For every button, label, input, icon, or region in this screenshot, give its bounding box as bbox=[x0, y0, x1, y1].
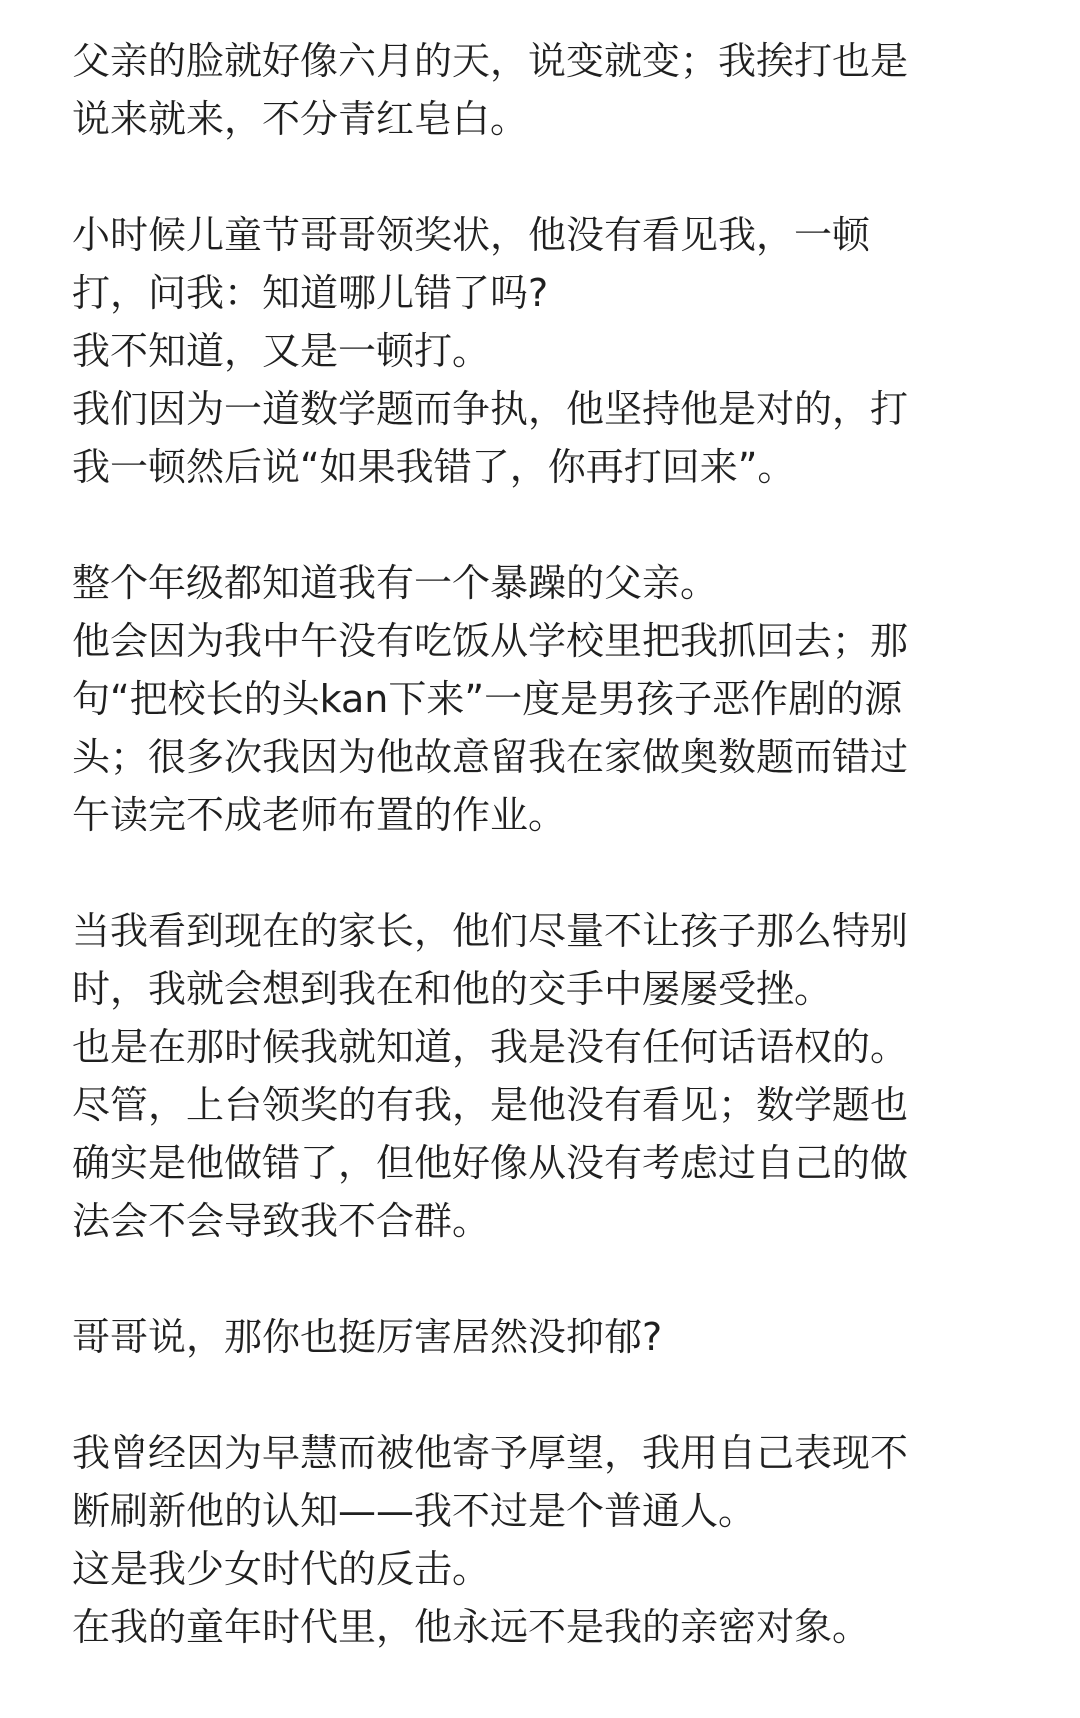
text-line: 当我看到现在的家长，他们尽量不让孩子那么特别 bbox=[72, 909, 909, 953]
text-line: 小时候儿童节哥哥领奖状，他没有看见我，一顿 bbox=[72, 213, 871, 257]
text-line: 这是我少女时代的反击。 bbox=[72, 1547, 491, 1591]
paragraph-1 bbox=[72, 32, 1032, 148]
text-line: 哥哥说，那你也挺厉害居然没抑郁? bbox=[72, 1315, 663, 1359]
text-line: 我们因为一道数学题而争执，他坚持他是对的，打 bbox=[72, 387, 909, 431]
text-line: 时，我就会想到我在和他的交手中屡屡受挫。 bbox=[72, 967, 833, 1011]
text-line: 也是在那时候我就知道，我是没有任何话语权的。 bbox=[72, 1025, 909, 1069]
paragraph-gap bbox=[72, 148, 1032, 206]
text-line: 午读完不成老师布置的作业。 bbox=[72, 793, 567, 837]
paragraph-6 bbox=[72, 1424, 1032, 1656]
text-line: 打，问我：知道哪儿错了吗? bbox=[72, 271, 549, 315]
text-line: 确实是他做错了，但他好像从没有考虑过自己的做 bbox=[72, 1141, 909, 1185]
paragraph-gap bbox=[72, 1250, 1032, 1308]
text-line: 头；很多次我因为他故意留我在家做奥数题而错过 bbox=[72, 735, 909, 779]
text-line: 我一顿然后说“如果我错了，你再打回来”。 bbox=[72, 445, 796, 489]
text-line: 句“把校长的头kan下来”一度是男孩子恶作剧的源 bbox=[72, 677, 903, 721]
paragraph-gap bbox=[72, 844, 1032, 902]
text-line: 法会不会导致我不合群。 bbox=[72, 1199, 491, 1243]
text-line: 他会因为我中午没有吃饭从学校里把我抓回去；那 bbox=[72, 619, 909, 663]
text-line: 断刷新他的认知——我不过是个普通人。 bbox=[72, 1489, 757, 1533]
paragraph-3 bbox=[72, 554, 1032, 844]
paragraph-gap bbox=[72, 496, 1032, 554]
text-line: 在我的童年时代里，他永远不是我的亲密对象。 bbox=[72, 1605, 871, 1649]
text-line: 说来就来，不分青红皂白。 bbox=[72, 97, 529, 141]
text-line: 父亲的脸就好像六月的天，说变就变；我挨打也是 bbox=[72, 39, 909, 83]
text-line: 尽管，上台领奖的有我，是他没有看见；数学题也 bbox=[72, 1083, 909, 1127]
paragraph-4 bbox=[72, 902, 1032, 1250]
text-line: 我曾经因为早慧而被他寄予厚望，我用自己表现不 bbox=[72, 1431, 909, 1475]
text-line: 整个年级都知道我有一个暴躁的父亲。 bbox=[72, 561, 719, 605]
paragraph-gap bbox=[72, 1366, 1032, 1424]
paragraph-5 bbox=[72, 1308, 1032, 1366]
article-body bbox=[72, 32, 1032, 1656]
text-line: 我不知道，又是一顿打。 bbox=[72, 329, 491, 373]
paragraph-2 bbox=[72, 206, 1032, 496]
